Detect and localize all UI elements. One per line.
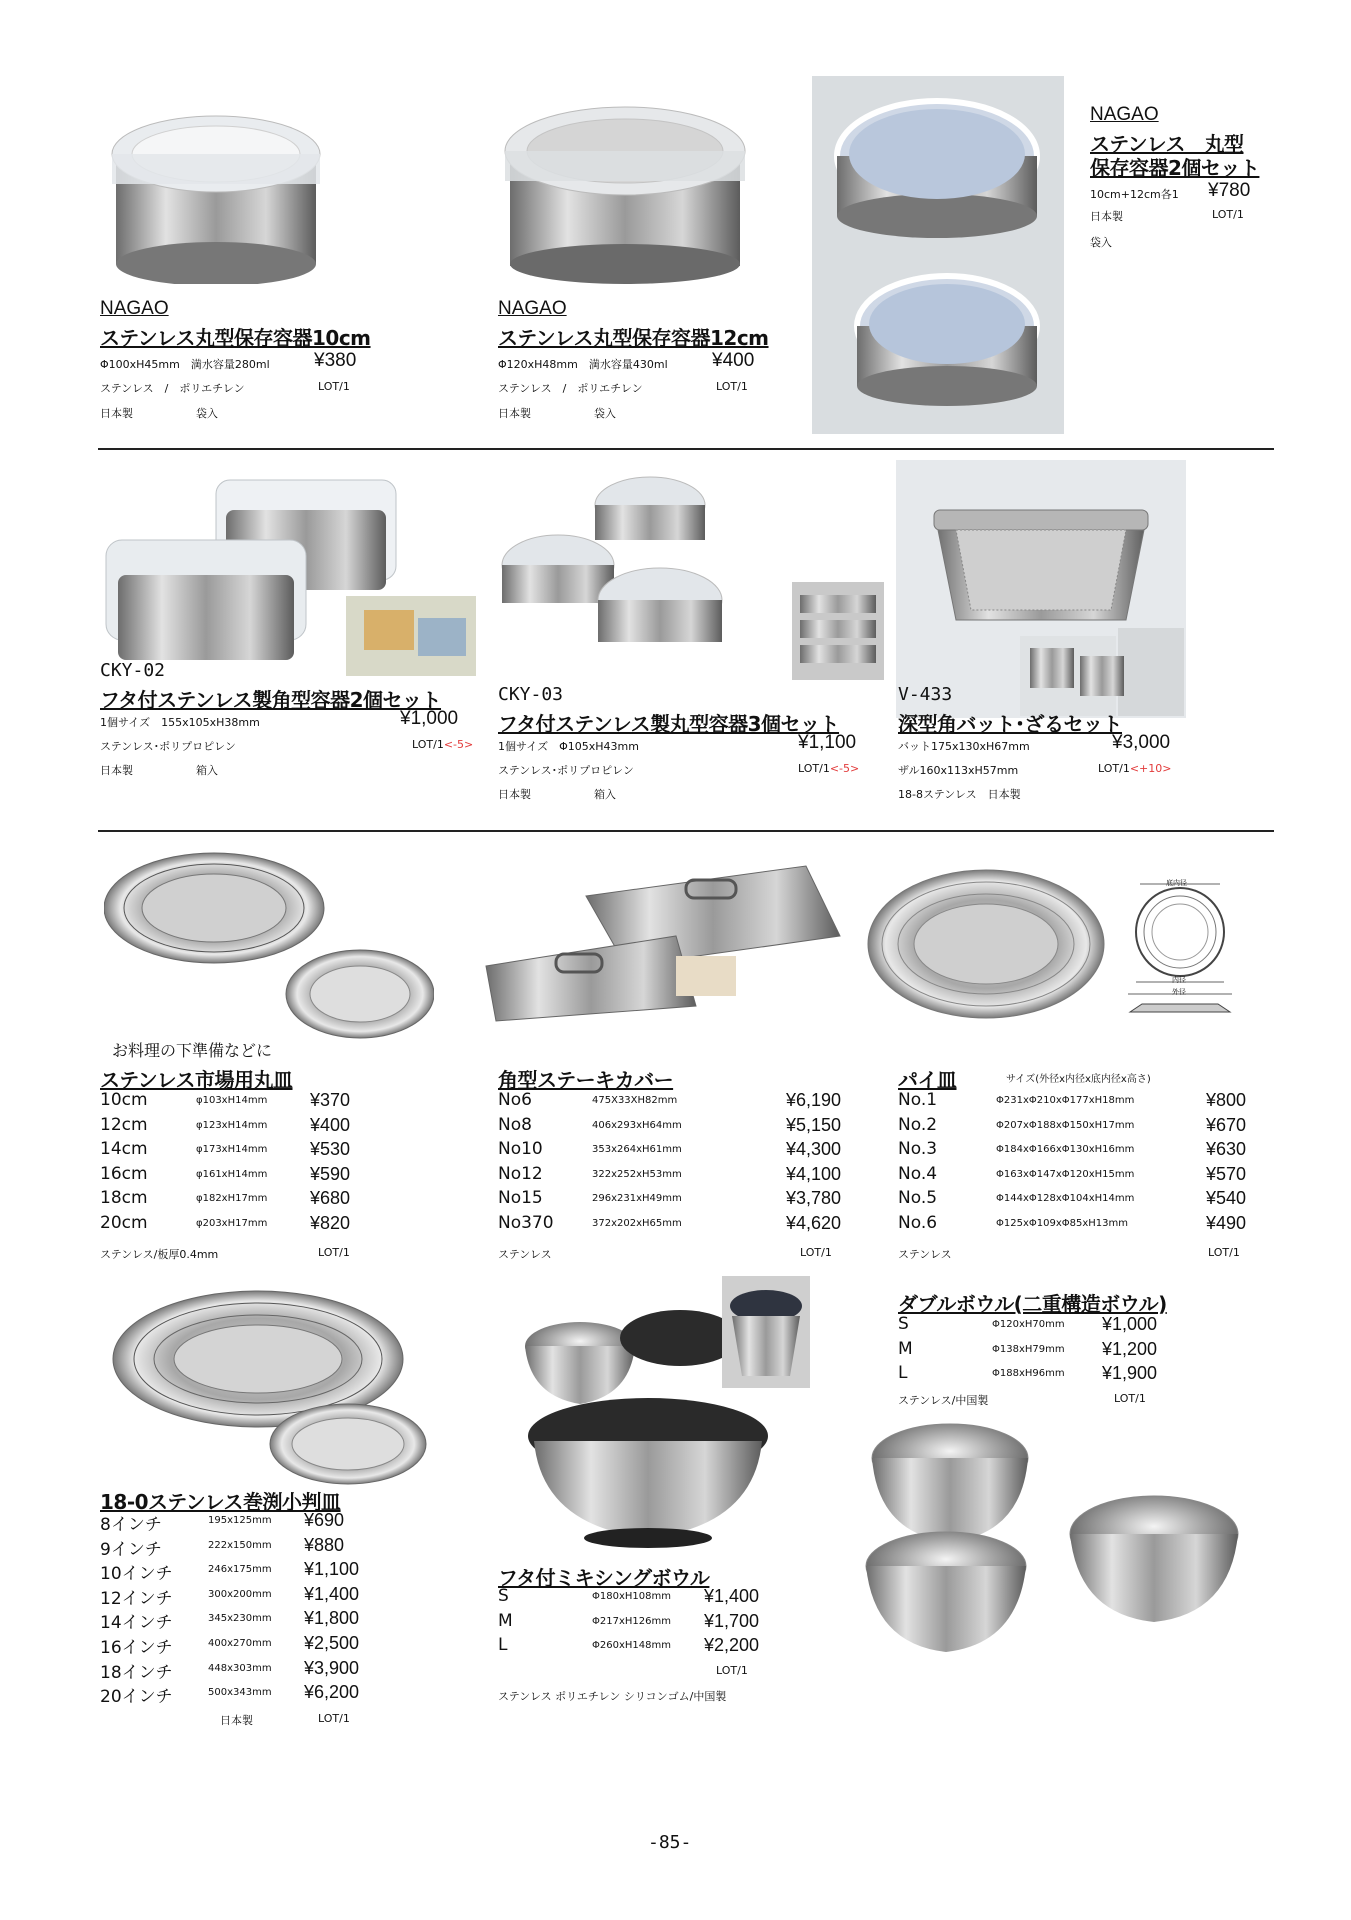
p12-row-dimension: Φ138xH79mm	[992, 1343, 1065, 1355]
p8-row-label: No370	[498, 1213, 554, 1233]
p10-row-price: ¥880	[304, 1534, 345, 1555]
p5-pack: 箱入	[594, 788, 616, 801]
p6-lot: LOT/1	[1098, 762, 1130, 775]
p9-material: ステンレス	[898, 1248, 952, 1261]
p1-price: ¥380	[314, 350, 357, 371]
p10-lot: LOT/1	[318, 1712, 350, 1725]
p11-row-price: ¥2,200	[704, 1635, 760, 1656]
round-plates-photo	[104, 848, 434, 1044]
container-12cm-photo	[490, 96, 760, 286]
p8-title: 角型ステーキカバー	[498, 1068, 674, 1092]
p11-row-dimension: Φ180xH108mm	[592, 1591, 671, 1602]
p9-row-price: ¥630	[1206, 1139, 1247, 1160]
container-10cm-photo	[96, 104, 336, 284]
p4-material: ステンレス･ポリプロピレン	[100, 740, 236, 753]
p6-code: V-433	[898, 684, 953, 705]
p8-row-dimension: 296x231xH49mm	[592, 1193, 682, 1205]
p11-row-label: L	[498, 1635, 508, 1656]
p7-row-dimension: φ103xH14mm	[196, 1095, 268, 1106]
p7-row-price: ¥820	[310, 1213, 351, 1233]
p10-row-dimension: 400x270mm	[208, 1638, 272, 1649]
p9-row-price: ¥540	[1206, 1188, 1247, 1209]
p7-row-label: 20cm	[100, 1213, 148, 1233]
p9-row-label: No.2	[898, 1114, 938, 1135]
p7-row-dimension: φ173xH14mm	[196, 1144, 268, 1156]
p7-note: お料理の下準備などに	[112, 1041, 273, 1060]
round-container-set-photo	[500, 470, 890, 682]
section-divider-2	[98, 830, 1274, 832]
p10-row-label: 20インチ	[100, 1687, 173, 1708]
p3-title-line1: ステンレス 丸型	[1090, 132, 1244, 156]
pie-plate-dimension-diagram	[1120, 872, 1240, 1022]
p7-row-price: ¥370	[310, 1090, 351, 1110]
p7-row-dimension: φ161xH14mm	[196, 1168, 268, 1180]
p8-row-dimension: 406x293xH64mm	[592, 1119, 682, 1131]
p11-row-price: ¥1,400	[704, 1586, 760, 1606]
p11-row-label: M	[498, 1610, 513, 1631]
p1-brand: NAGAO	[100, 298, 169, 319]
diagram-bottom-inner-label: 底内径	[1166, 879, 1187, 887]
p8-row-label: No6	[498, 1090, 532, 1110]
p5-origin: 日本製	[498, 788, 531, 801]
p3-brand: NAGAO	[1090, 104, 1159, 125]
p1-material: ステンレス / ポリエチレン	[100, 382, 245, 395]
p10-row-price: ¥690	[304, 1510, 345, 1530]
p2-material: ステンレス / ポリエチレン	[498, 382, 643, 395]
section-divider-1	[98, 448, 1274, 450]
p7-material: ステンレス/板厚0.4mm	[100, 1248, 219, 1261]
p9-row-dimension: Φ125xΦ109xΦ85xH13mm	[996, 1218, 1128, 1229]
p7-row-price: ¥400	[310, 1114, 351, 1135]
steak-cover-photo	[476, 856, 846, 1024]
p10-origin: 日本製	[220, 1714, 253, 1727]
p8-row-label: No8	[498, 1114, 532, 1135]
diagram-inner-label: 内径	[1172, 976, 1186, 984]
p11-row-dimension: Φ260xH148mm	[592, 1640, 671, 1652]
p10-row-dimension: 345x230mm	[208, 1613, 272, 1625]
p9-row-dimension: Φ207xΦ188xΦ150xH17mm	[996, 1119, 1135, 1131]
p8-row-price: ¥6,190	[786, 1090, 842, 1110]
p2-price: ¥400	[712, 350, 755, 371]
p3-lot: LOT/1	[1212, 208, 1244, 221]
double-bowl-photo	[858, 1414, 1248, 1674]
p4-lot-extra: <-5>	[443, 738, 474, 751]
p7-row-price: ¥590	[310, 1163, 351, 1184]
p9-row-dimension: Φ144xΦ128xΦ104xH14mm	[996, 1193, 1135, 1205]
p8-row-dimension: 372x202xH65mm	[592, 1218, 682, 1229]
diagram-outer-label: 外径	[1172, 988, 1186, 996]
p4-title: フタ付ステンレス製角型容器2個セット	[100, 688, 442, 712]
p7-row-label: 14cm	[100, 1139, 148, 1160]
mixing-bowl-photo	[520, 1276, 810, 1556]
p11-material: ステンレス ポリエチレン シリコンゴム/中国製	[498, 1690, 727, 1703]
p7-row-label: 18cm	[100, 1188, 148, 1209]
p9-row-label: No.1	[898, 1090, 938, 1110]
p7-row-dimension: φ182xH17mm	[196, 1193, 268, 1205]
p9-size-note: サイズ(外径x内径x底内径x高さ)	[1006, 1074, 1151, 1085]
p5-title: フタ付ステンレス製丸型容器3個セット	[498, 712, 840, 736]
p4-code: CKY-02	[100, 660, 166, 681]
container-set-photo	[812, 76, 1064, 434]
p6-lot-extra: <+10>	[1129, 762, 1172, 775]
p1-origin: 日本製	[100, 407, 133, 420]
p12-row-price: ¥1,200	[1102, 1338, 1158, 1359]
p4-lot-group	[412, 738, 473, 751]
p10-row-price: ¥6,200	[304, 1682, 360, 1703]
p12-row-price: ¥1,900	[1102, 1363, 1158, 1384]
p8-row-label: No15	[498, 1188, 543, 1209]
p5-lot: LOT/1	[798, 762, 830, 775]
p7-title: ステンレス市場用丸皿	[100, 1068, 293, 1092]
p7-lot: LOT/1	[318, 1246, 350, 1259]
p9-row-dimension: Φ163xΦ147xΦ120xH15mm	[996, 1168, 1135, 1180]
p9-row-label: No.4	[898, 1163, 938, 1184]
p4-origin: 日本製	[100, 764, 133, 777]
p7-row-dimension: φ123xH14mm	[196, 1119, 268, 1131]
p10-row-price: ¥3,900	[304, 1657, 360, 1678]
p2-spec: Φ120xH48mm 満水容量430ml	[498, 358, 668, 371]
p9-row-label: No.3	[898, 1139, 938, 1160]
p11-title: フタ付ミキシングボウル	[498, 1566, 710, 1590]
p5-spec: 1個サイズ Φ105xH43mm	[498, 740, 639, 753]
p3-origin: 日本製	[1090, 210, 1123, 223]
oval-plates-photo	[108, 1284, 428, 1494]
p8-row-dimension: 475X33XH82mm	[592, 1095, 678, 1106]
p10-row-label: 14インチ	[100, 1613, 173, 1634]
p8-lot: LOT/1	[800, 1246, 832, 1259]
p5-price: ¥1,100	[798, 732, 857, 753]
p3-spec: 10cm+12cm各1	[1090, 188, 1179, 201]
p9-row-dimension: Φ184xΦ166xΦ130xH16mm	[996, 1144, 1135, 1156]
p8-row-price: ¥3,780	[786, 1188, 842, 1209]
p10-row-label: 9インチ	[100, 1539, 162, 1560]
p5-lot-group	[798, 762, 859, 775]
p9-row-dimension: Φ231xΦ210xΦ177xH18mm	[996, 1095, 1135, 1106]
p1-lot: LOT/1	[318, 380, 350, 393]
p9-row-price: ¥670	[1206, 1114, 1247, 1135]
p8-row-dimension: 322x252xH53mm	[592, 1168, 682, 1180]
p12-row-price: ¥1,000	[1102, 1314, 1158, 1334]
p6-title: 深型角バット･ざるセット	[898, 712, 1122, 736]
p10-row-dimension: 300x200mm	[208, 1588, 272, 1600]
p1-spec: Φ100xH45mm 満水容量280ml	[100, 358, 270, 371]
p7-row-label: 10cm	[100, 1090, 148, 1110]
p10-row-dimension: 246x175mm	[208, 1564, 272, 1576]
p6-price: ¥3,000	[1112, 732, 1171, 753]
p8-material: ステンレス	[498, 1248, 552, 1261]
p10-row-price: ¥1,100	[304, 1559, 360, 1580]
p12-row-label: L	[898, 1363, 908, 1384]
p2-pack: 袋入	[594, 407, 616, 420]
p4-lot: LOT/1	[412, 738, 444, 751]
p12-row-label: S	[898, 1314, 909, 1334]
p4-spec: 1個サイズ 155x105xH38mm	[100, 716, 260, 729]
p10-row-label: 8インチ	[100, 1515, 162, 1535]
p9-row-price: ¥800	[1206, 1090, 1247, 1110]
p7-row-dimension: φ203xH17mm	[196, 1218, 268, 1229]
p12-title: ダブルボウル(二重構造ボウル)	[898, 1292, 1167, 1316]
p6-material: 18-8ステンレス 日本製	[898, 788, 1021, 801]
p7-row-label: 16cm	[100, 1163, 148, 1184]
p1-title: ステンレス丸型保存容器10cm	[100, 326, 371, 350]
p1-pack: 袋入	[196, 407, 218, 420]
pie-plates-photo	[866, 866, 1110, 1022]
p12-row-label: M	[898, 1338, 913, 1359]
p7-row-price: ¥530	[310, 1139, 351, 1160]
p5-lot-extra: <-5>	[829, 762, 860, 775]
p8-row-price: ¥4,300	[786, 1139, 842, 1160]
p2-title: ステンレス丸型保存容器12cm	[498, 326, 769, 350]
p8-row-price: ¥4,620	[786, 1213, 842, 1233]
p7-row-label: 12cm	[100, 1114, 148, 1135]
p6-spec-colander: ザル160x113xH57mm	[898, 764, 1019, 777]
p9-title: パイ皿	[898, 1068, 957, 1092]
square-container-set-photo	[96, 470, 478, 680]
p2-brand: NAGAO	[498, 298, 567, 319]
p2-lot: LOT/1	[716, 380, 748, 393]
p9-row-label: No.5	[898, 1188, 938, 1209]
p10-row-label: 18インチ	[100, 1662, 173, 1683]
p6-spec-tray: バット175x130xH67mm	[898, 740, 1030, 753]
p8-row-label: No12	[498, 1163, 543, 1184]
p9-row-price: ¥490	[1206, 1213, 1247, 1233]
p11-row-dimension: Φ217xH126mm	[592, 1615, 671, 1627]
p7-row-price: ¥680	[310, 1188, 351, 1209]
p10-title: 18-0ステンレス巻渕小判皿	[100, 1490, 341, 1514]
p10-row-dimension: 448x303mm	[208, 1662, 272, 1674]
p10-row-dimension: 500x343mm	[208, 1687, 272, 1699]
p12-lot: LOT/1	[1114, 1392, 1146, 1405]
p10-row-label: 12インチ	[100, 1588, 173, 1609]
p8-row-price: ¥4,100	[786, 1163, 842, 1184]
page-number: -85-	[648, 1832, 692, 1853]
p12-material: ステンレス/中国製	[898, 1394, 989, 1407]
p10-row-price: ¥1,400	[304, 1583, 360, 1604]
p3-price: ¥780	[1208, 180, 1251, 201]
p4-pack: 箱入	[196, 764, 218, 777]
p9-row-price: ¥570	[1206, 1163, 1247, 1184]
p6-lot-group	[1098, 762, 1171, 775]
p4-price: ¥1,000	[400, 708, 459, 729]
p8-row-price: ¥5,150	[786, 1114, 842, 1135]
p9-row-label: No.6	[898, 1213, 938, 1233]
p12-row-dimension: Φ188xH96mm	[992, 1368, 1065, 1380]
p10-row-label: 16インチ	[100, 1638, 173, 1658]
p10-row-dimension: 222x150mm	[208, 1539, 272, 1551]
p5-material: ステンレス･ポリプロピレン	[498, 764, 634, 777]
p10-row-label: 10インチ	[100, 1564, 173, 1585]
p10-row-price: ¥1,800	[304, 1608, 360, 1629]
p12-row-dimension: Φ120xH70mm	[992, 1319, 1065, 1330]
p8-row-dimension: 353x264xH61mm	[592, 1144, 682, 1156]
p3-pack: 袋入	[1090, 236, 1112, 249]
p5-code: CKY-03	[498, 684, 564, 705]
p11-row-price: ¥1,700	[704, 1610, 760, 1631]
p8-row-label: No10	[498, 1139, 543, 1160]
p3-title-line2: 保存容器2個セット	[1090, 156, 1260, 180]
p11-lot: LOT/1	[716, 1664, 748, 1677]
deep-tray-colander-photo	[896, 460, 1186, 718]
p9-lot: LOT/1	[1208, 1246, 1240, 1259]
p10-row-dimension: 195x125mm	[208, 1515, 272, 1526]
p2-origin: 日本製	[498, 407, 531, 420]
p10-row-price: ¥2,500	[304, 1633, 360, 1653]
p11-row-label: S	[498, 1586, 509, 1606]
